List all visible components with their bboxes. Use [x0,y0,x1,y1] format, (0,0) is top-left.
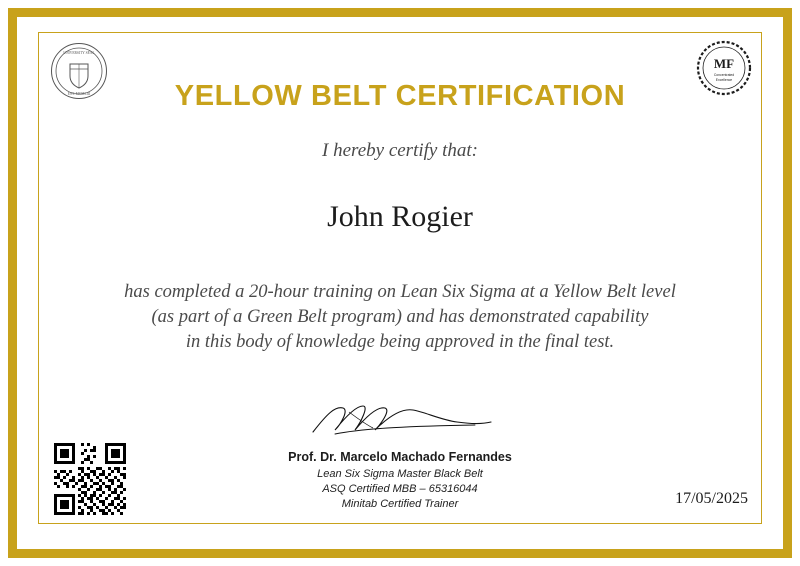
issue-date: 17/05/2025 [675,490,748,507]
svg-text:MF: MF [713,56,735,71]
signer-title-1: Lean Six Sigma Master Black Belt [317,468,483,480]
signer-title-2: ASQ Certified MBB – 65316044 [322,483,478,495]
body-line-3: in this body of knowledge being approved in the final test. [185,332,615,353]
recipient-name: John Rogier [327,200,473,233]
qr-code-icon[interactable] [51,440,129,518]
certificate-content [38,32,762,524]
svg-text:Excellence: Excellence [715,78,733,82]
svg-text:EST. MCMLIII: EST. MCMLIII [67,92,91,96]
certificate-title: YELLOW BELT CERTIFICATION [174,80,626,112]
hereby-statement: I hereby certify that: [322,140,478,161]
signer-title-3: Minitab Certified Trainer [341,498,459,510]
svg-text:UNIVERSITY SEAL: UNIVERSITY SEAL [63,51,95,55]
svg-text:Concentrated: Concentrated [713,73,735,77]
handwritten-signature-icon [305,398,495,442]
certificate-body [58,280,742,355]
body-line-2: (as part of a Green Belt program) and has demonstrated capability [151,307,649,328]
signer-name: Prof. Dr. Marcelo Machado Fernandes [288,450,512,464]
body-line-1: has completed a 20-hour training on Lean Six Sigma at a Yellow Belt level [124,282,676,302]
